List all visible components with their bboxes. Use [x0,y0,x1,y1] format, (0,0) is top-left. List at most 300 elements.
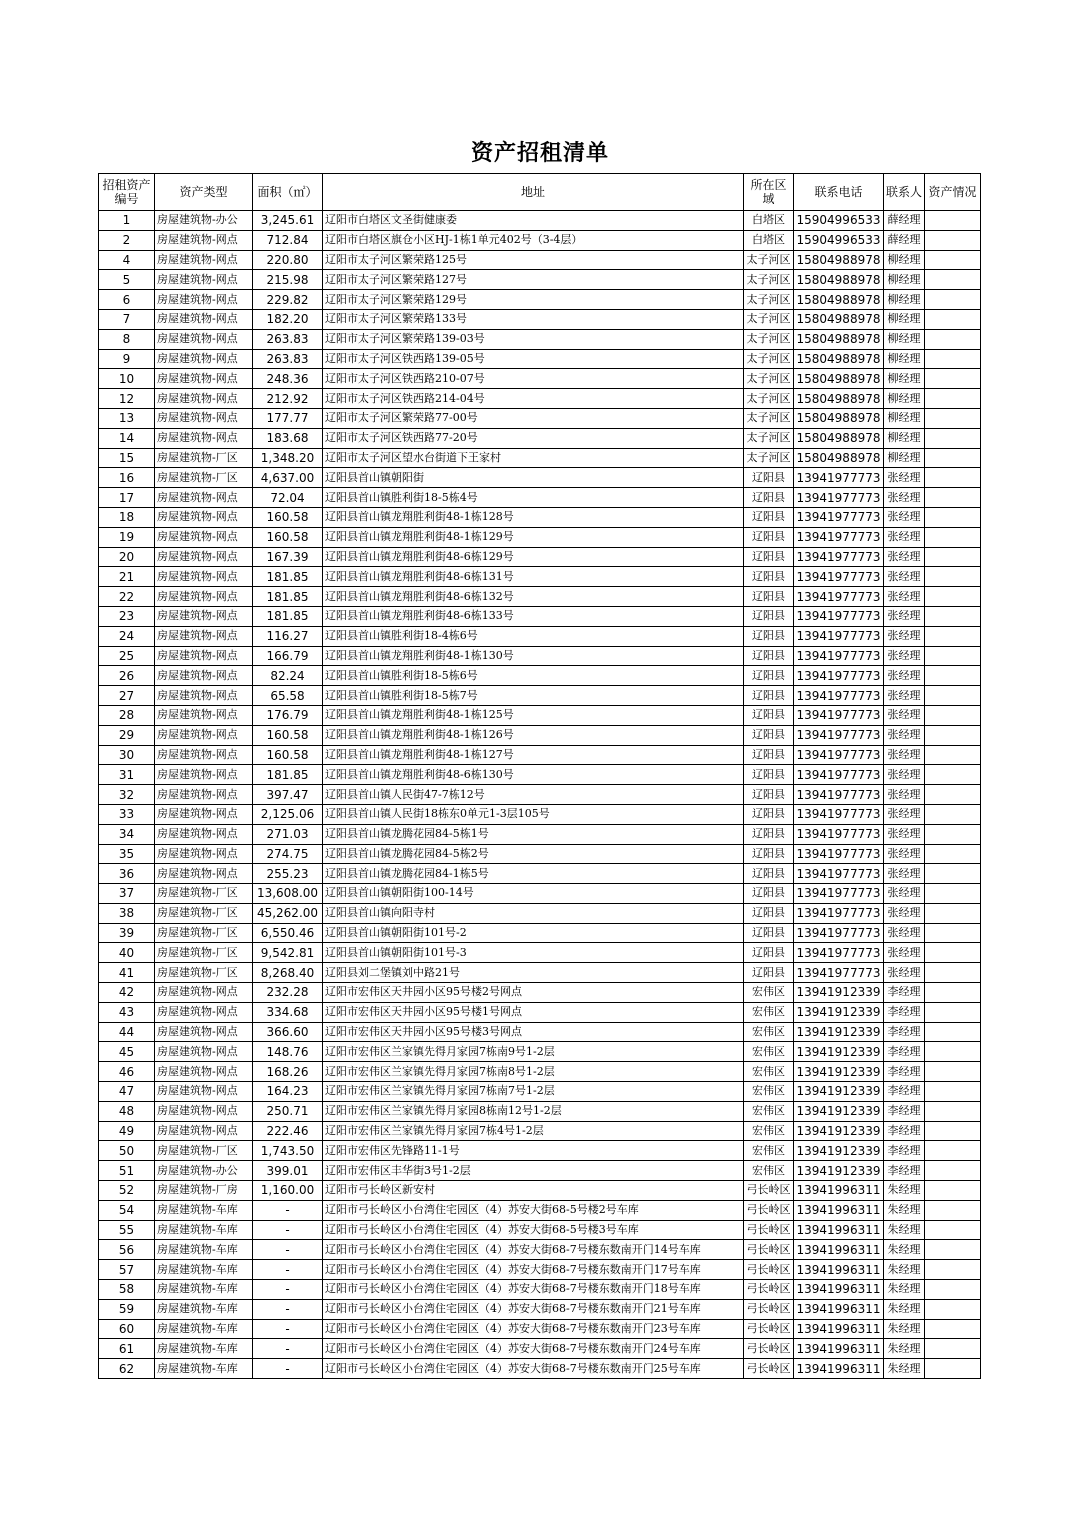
address-cell: 辽阳市弓长岭区小台湾住宅园区（4）苏安大街68-7号楼东数南开门18号车库 [323,1280,744,1300]
area-cell: 215.98 [253,270,323,290]
contact-cell: 柳经理 [884,270,925,290]
header-status: 资产情况 [925,174,981,211]
area-cell: 366.60 [253,1022,323,1042]
area-cell: - [253,1220,323,1240]
table-row [99,1042,981,1062]
table-row [99,745,981,765]
phone-cell: 13941977773 [794,884,884,904]
phone-cell: 13941977773 [794,903,884,923]
asset-type-cell: 房屋建筑物-网点 [155,250,253,270]
area-cell: 250.71 [253,1101,323,1121]
area-cell: 164.23 [253,1082,323,1102]
district-cell: 辽阳县 [744,824,794,844]
asset-type-cell: 房屋建筑物-车库 [155,1339,253,1359]
district-cell: 辽阳县 [744,903,794,923]
phone-cell: 15804988978 [794,389,884,409]
area-cell: - [253,1200,323,1220]
phone-cell: 13941977773 [794,587,884,607]
district-cell: 宏伟区 [744,1062,794,1082]
table-row [99,1240,981,1260]
status-cell [925,329,981,349]
phone-cell: 15804988978 [794,408,884,428]
phone-cell: 13941977773 [794,804,884,824]
status-cell [925,1042,981,1062]
table-row [99,903,981,923]
asset-no-cell: 56 [99,1240,155,1260]
status-cell [925,903,981,923]
table-row [99,1200,981,1220]
phone-cell: 13941977773 [794,686,884,706]
asset-no-cell: 8 [99,329,155,349]
address-cell: 辽阳市太子河区铁西路77-20号 [323,428,744,448]
contact-cell: 张经理 [884,488,925,508]
contact-cell: 李经理 [884,1101,925,1121]
address-cell: 辽阳县首山镇人民街18栋东0单元1-3层105号 [323,804,744,824]
table-row [99,686,981,706]
address-cell: 辽阳市弓长岭区小台湾住宅园区（4）苏安大街68-7号楼东数南开门21号车库 [323,1299,744,1319]
asset-no-cell: 33 [99,804,155,824]
table-row [99,943,981,963]
status-cell [925,785,981,805]
asset-type-cell: 房屋建筑物-网点 [155,349,253,369]
asset-no-cell: 6 [99,290,155,310]
status-cell [925,705,981,725]
phone-cell: 13941977773 [794,547,884,567]
asset-no-cell: 54 [99,1200,155,1220]
address-cell: 辽阳市太子河区铁西路139-05号 [323,349,744,369]
status-cell [925,1260,981,1280]
district-cell: 太子河区 [744,389,794,409]
asset-no-cell: 31 [99,765,155,785]
status-cell [925,1181,981,1201]
asset-no-cell: 29 [99,725,155,745]
asset-type-cell: 房屋建筑物-网点 [155,824,253,844]
table-row [99,428,981,448]
asset-no-cell: 36 [99,864,155,884]
district-cell: 太子河区 [744,309,794,329]
status-cell [925,587,981,607]
asset-table [98,173,981,1379]
area-cell: 45,262.00 [253,903,323,923]
asset-no-cell: 12 [99,389,155,409]
phone-cell: 13941996311 [794,1319,884,1339]
phone-cell: 13941996311 [794,1339,884,1359]
asset-type-cell: 房屋建筑物-网点 [155,329,253,349]
district-cell: 辽阳县 [744,864,794,884]
address-cell: 辽阳市太子河区繁荣路125号 [323,250,744,270]
asset-type-cell: 房屋建筑物-网点 [155,290,253,310]
contact-cell: 张经理 [884,646,925,666]
table-row [99,1280,981,1300]
asset-no-cell: 20 [99,547,155,567]
asset-no-cell: 25 [99,646,155,666]
asset-no-cell: 49 [99,1121,155,1141]
contact-cell: 柳经理 [884,309,925,329]
status-cell [925,1319,981,1339]
phone-cell: 13941977773 [794,725,884,745]
phone-cell: 13941996311 [794,1299,884,1319]
area-cell: 176.79 [253,705,323,725]
contact-cell: 张经理 [884,547,925,567]
contact-cell: 柳经理 [884,369,925,389]
address-cell: 辽阳县首山镇朝阳街101号-3 [323,943,744,963]
address-cell: 辽阳县首山镇龙翔胜利街48-1栋126号 [323,725,744,745]
table-row [99,1319,981,1339]
phone-cell: 13941977773 [794,626,884,646]
address-cell: 辽阳市弓长岭区小台湾住宅园区（4）苏安大街68-5号楼3号车库 [323,1220,744,1240]
phone-cell: 13941977773 [794,507,884,527]
status-cell [925,923,981,943]
table-row [99,567,981,587]
table-row [99,1260,981,1280]
table-row [99,804,981,824]
contact-cell: 李经理 [884,1141,925,1161]
area-cell: 263.83 [253,329,323,349]
asset-no-cell: 40 [99,943,155,963]
table-row [99,1299,981,1319]
contact-cell: 张经理 [884,844,925,864]
table-row [99,448,981,468]
status-cell [925,567,981,587]
asset-type-cell: 房屋建筑物-网点 [155,1002,253,1022]
contact-cell: 朱经理 [884,1339,925,1359]
address-cell: 辽阳县首山镇朝阳街100-14号 [323,884,744,904]
asset-type-cell: 房屋建筑物-车库 [155,1220,253,1240]
contact-cell: 朱经理 [884,1359,925,1379]
phone-cell: 13941912339 [794,1101,884,1121]
district-cell: 辽阳县 [744,804,794,824]
area-cell: 160.58 [253,507,323,527]
asset-type-cell: 房屋建筑物-网点 [155,1062,253,1082]
contact-cell: 朱经理 [884,1280,925,1300]
status-cell [925,765,981,785]
district-cell: 弓长岭区 [744,1220,794,1240]
asset-type-cell: 房屋建筑物-厂房 [155,1181,253,1201]
area-cell: 274.75 [253,844,323,864]
address-cell: 辽阳县首山镇胜利街18-5栋7号 [323,686,744,706]
area-cell: 116.27 [253,626,323,646]
status-cell [925,428,981,448]
asset-type-cell: 房屋建筑物-网点 [155,1101,253,1121]
asset-no-cell: 52 [99,1181,155,1201]
asset-type-cell: 房屋建筑物-网点 [155,666,253,686]
status-cell [925,408,981,428]
table-row [99,230,981,250]
area-cell: 182.20 [253,309,323,329]
address-cell: 辽阳县首山镇人民街47-7栋12号 [323,785,744,805]
asset-type-cell: 房屋建筑物-网点 [155,785,253,805]
address-cell: 辽阳县首山镇龙翔胜利街48-1栋129号 [323,527,744,547]
asset-type-cell: 房屋建筑物-网点 [155,547,253,567]
area-cell: 3,245.61 [253,211,323,231]
table-row [99,923,981,943]
asset-type-cell: 房屋建筑物-网点 [155,369,253,389]
phone-cell: 15904996533 [794,230,884,250]
area-cell: 166.79 [253,646,323,666]
district-cell: 辽阳县 [744,923,794,943]
district-cell: 辽阳县 [744,963,794,983]
table-row [99,1339,981,1359]
status-cell [925,804,981,824]
asset-no-cell: 57 [99,1260,155,1280]
address-cell: 辽阳县首山镇龙翔胜利街48-1栋130号 [323,646,744,666]
contact-cell: 柳经理 [884,408,925,428]
table-row [99,824,981,844]
table-row [99,963,981,983]
district-cell: 宏伟区 [744,1022,794,1042]
district-cell: 辽阳县 [744,666,794,686]
district-cell: 太子河区 [744,349,794,369]
asset-type-cell: 房屋建筑物-厂区 [155,903,253,923]
contact-cell: 薛经理 [884,211,925,231]
address-cell: 辽阳市宏伟区天井园小区95号楼1号网点 [323,1002,744,1022]
contact-cell: 张经理 [884,507,925,527]
status-cell [925,983,981,1003]
phone-cell: 13941912339 [794,1022,884,1042]
asset-type-cell: 房屋建筑物-网点 [155,646,253,666]
address-cell: 辽阳县刘二堡镇刘中路21号 [323,963,744,983]
contact-cell: 朱经理 [884,1220,925,1240]
header-phone: 联系电话 [794,174,884,211]
phone-cell: 15804988978 [794,250,884,270]
district-cell: 白塔区 [744,211,794,231]
asset-no-cell: 7 [99,309,155,329]
district-cell: 辽阳县 [744,646,794,666]
district-cell: 太子河区 [744,250,794,270]
phone-cell: 13941977773 [794,527,884,547]
status-cell [925,1161,981,1181]
table-row [99,250,981,270]
phone-cell: 13941996311 [794,1200,884,1220]
phone-cell: 13941977773 [794,785,884,805]
table-row [99,1220,981,1240]
district-cell: 辽阳县 [744,488,794,508]
area-cell: 8,268.40 [253,963,323,983]
phone-cell: 15804988978 [794,290,884,310]
contact-cell: 李经理 [884,1082,925,1102]
asset-no-cell: 58 [99,1280,155,1300]
header-address: 地址 [323,174,744,211]
address-cell: 辽阳市太子河区繁荣路133号 [323,309,744,329]
area-cell: 229.82 [253,290,323,310]
asset-no-cell: 59 [99,1299,155,1319]
district-cell: 宏伟区 [744,983,794,1003]
status-cell [925,1220,981,1240]
asset-no-cell: 47 [99,1082,155,1102]
asset-type-cell: 房屋建筑物-网点 [155,705,253,725]
phone-cell: 15804988978 [794,448,884,468]
contact-cell: 张经理 [884,903,925,923]
address-cell: 辽阳市太子河区铁西路210-07号 [323,369,744,389]
address-cell: 辽阳市宏伟区天井园小区95号楼3号网点 [323,1022,744,1042]
status-cell [925,468,981,488]
asset-type-cell: 房屋建筑物-网点 [155,765,253,785]
district-cell: 太子河区 [744,290,794,310]
area-cell: - [253,1280,323,1300]
area-cell: - [253,1339,323,1359]
asset-type-cell: 房屋建筑物-办公 [155,1161,253,1181]
table-row [99,884,981,904]
phone-cell: 15904996533 [794,211,884,231]
address-cell: 辽阳市弓长岭区新安村 [323,1181,744,1201]
phone-cell: 13941977773 [794,844,884,864]
address-cell: 辽阳市宏伟区兰家镇先得月家园7栋南9号1-2层 [323,1042,744,1062]
district-cell: 辽阳县 [744,765,794,785]
address-cell: 辽阳县首山镇龙翔胜利街48-6栋132号 [323,587,744,607]
district-cell: 宏伟区 [744,1141,794,1161]
asset-no-cell: 38 [99,903,155,923]
status-cell [925,211,981,231]
status-cell [925,626,981,646]
asset-no-cell: 46 [99,1062,155,1082]
phone-cell: 15804988978 [794,309,884,329]
asset-type-cell: 房屋建筑物-网点 [155,1022,253,1042]
table-row [99,983,981,1003]
asset-type-cell: 房屋建筑物-网点 [155,745,253,765]
asset-no-cell: 17 [99,488,155,508]
address-cell: 辽阳县首山镇朝阳街 [323,468,744,488]
contact-cell: 张经理 [884,745,925,765]
area-cell: - [253,1359,323,1379]
address-cell: 辽阳市白塔区旗仓小区HJ-1栋1单元402号（3-4层） [323,230,744,250]
table-row [99,606,981,626]
asset-type-cell: 房屋建筑物-网点 [155,1082,253,1102]
district-cell: 辽阳县 [744,844,794,864]
asset-type-cell: 房屋建筑物-网点 [155,844,253,864]
status-cell [925,389,981,409]
table-row [99,468,981,488]
district-cell: 辽阳县 [744,943,794,963]
area-cell: 399.01 [253,1161,323,1181]
area-cell: - [253,1240,323,1260]
district-cell: 宏伟区 [744,1042,794,1062]
area-cell: 6,550.46 [253,923,323,943]
asset-no-cell: 2 [99,230,155,250]
address-cell: 辽阳县首山镇龙翔胜利街48-6栋130号 [323,765,744,785]
asset-no-cell: 30 [99,745,155,765]
asset-type-cell: 房屋建筑物-办公 [155,211,253,231]
phone-cell: 13941996311 [794,1181,884,1201]
address-cell: 辽阳市太子河区繁荣路77-00号 [323,408,744,428]
address-cell: 辽阳市弓长岭区小台湾住宅园区（4）苏安大街68-7号楼东数南开门23号车库 [323,1319,744,1339]
status-cell [925,844,981,864]
asset-type-cell: 房屋建筑物-网点 [155,1042,253,1062]
address-cell: 辽阳市宏伟区兰家镇先得月家园7栋南7号1-2层 [323,1082,744,1102]
address-cell: 辽阳市宏伟区兰家镇先得月家园7栋4号1-2层 [323,1121,744,1141]
address-cell: 辽阳县首山镇龙翔胜利街48-1栋127号 [323,745,744,765]
status-cell [925,230,981,250]
table-row [99,488,981,508]
address-cell: 辽阳市弓长岭区小台湾住宅园区（4）苏安大街68-7号楼东数南开门14号车库 [323,1240,744,1260]
asset-no-cell: 32 [99,785,155,805]
asset-no-cell: 26 [99,666,155,686]
district-cell: 太子河区 [744,448,794,468]
contact-cell: 张经理 [884,606,925,626]
area-cell: 1,160.00 [253,1181,323,1201]
address-cell: 辽阳县首山镇龙翔胜利街48-6栋133号 [323,606,744,626]
status-cell [925,1200,981,1220]
asset-no-cell: 55 [99,1220,155,1240]
status-cell [925,666,981,686]
district-cell: 辽阳县 [744,567,794,587]
area-cell: 4,637.00 [253,468,323,488]
status-cell [925,1101,981,1121]
district-cell: 辽阳县 [744,884,794,904]
status-cell [925,448,981,468]
address-cell: 辽阳市弓长岭区小台湾住宅园区（4）苏安大街68-7号楼东数南开门25号车库 [323,1359,744,1379]
phone-cell: 13941977773 [794,705,884,725]
district-cell: 辽阳县 [744,745,794,765]
asset-no-cell: 48 [99,1101,155,1121]
status-cell [925,349,981,369]
district-cell: 太子河区 [744,329,794,349]
asset-type-cell: 房屋建筑物-网点 [155,270,253,290]
area-cell: 232.28 [253,983,323,1003]
phone-cell: 13941912339 [794,1042,884,1062]
address-cell: 辽阳市弓长岭区小台湾住宅园区（4）苏安大街68-7号楼东数南开门24号车库 [323,1339,744,1359]
district-cell: 太子河区 [744,428,794,448]
table-row [99,705,981,725]
asset-type-cell: 房屋建筑物-网点 [155,408,253,428]
phone-cell: 13941977773 [794,567,884,587]
asset-no-cell: 9 [99,349,155,369]
district-cell: 辽阳县 [744,527,794,547]
asset-no-cell: 19 [99,527,155,547]
address-cell: 辽阳市白塔区文圣街健康委 [323,211,744,231]
header-district: 所在区域 [744,174,794,211]
status-cell [925,270,981,290]
asset-type-cell: 房屋建筑物-网点 [155,428,253,448]
asset-type-cell: 房屋建筑物-车库 [155,1200,253,1220]
area-cell: - [253,1260,323,1280]
district-cell: 辽阳县 [744,785,794,805]
area-cell: 13,608.00 [253,884,323,904]
status-cell [925,864,981,884]
contact-cell: 柳经理 [884,428,925,448]
area-cell: 160.58 [253,527,323,547]
contact-cell: 张经理 [884,923,925,943]
asset-type-cell: 房屋建筑物-网点 [155,1121,253,1141]
area-cell: 222.46 [253,1121,323,1141]
table-row [99,1101,981,1121]
asset-no-cell: 18 [99,507,155,527]
header-area: 面积（㎡） [253,174,323,211]
address-cell: 辽阳市太子河区繁荣路127号 [323,270,744,290]
phone-cell: 15804988978 [794,428,884,448]
asset-type-cell: 房屋建筑物-厂区 [155,923,253,943]
area-cell: 160.58 [253,725,323,745]
status-cell [925,1082,981,1102]
asset-type-cell: 房屋建筑物-网点 [155,804,253,824]
area-cell: 2,125.06 [253,804,323,824]
status-cell [925,606,981,626]
status-cell [925,1062,981,1082]
phone-cell: 13941977773 [794,824,884,844]
status-cell [925,963,981,983]
status-cell [925,1022,981,1042]
contact-cell: 张经理 [884,527,925,547]
area-cell: 183.68 [253,428,323,448]
district-cell: 宏伟区 [744,1082,794,1102]
phone-cell: 13941977773 [794,666,884,686]
table-row [99,329,981,349]
asset-type-cell: 房屋建筑物-网点 [155,507,253,527]
phone-cell: 13941996311 [794,1240,884,1260]
table-row [99,626,981,646]
asset-no-cell: 23 [99,606,155,626]
address-cell: 辽阳市弓长岭区小台湾住宅园区（4）苏安大街68-7号楼东数南开门17号车库 [323,1260,744,1280]
asset-type-cell: 房屋建筑物-网点 [155,686,253,706]
